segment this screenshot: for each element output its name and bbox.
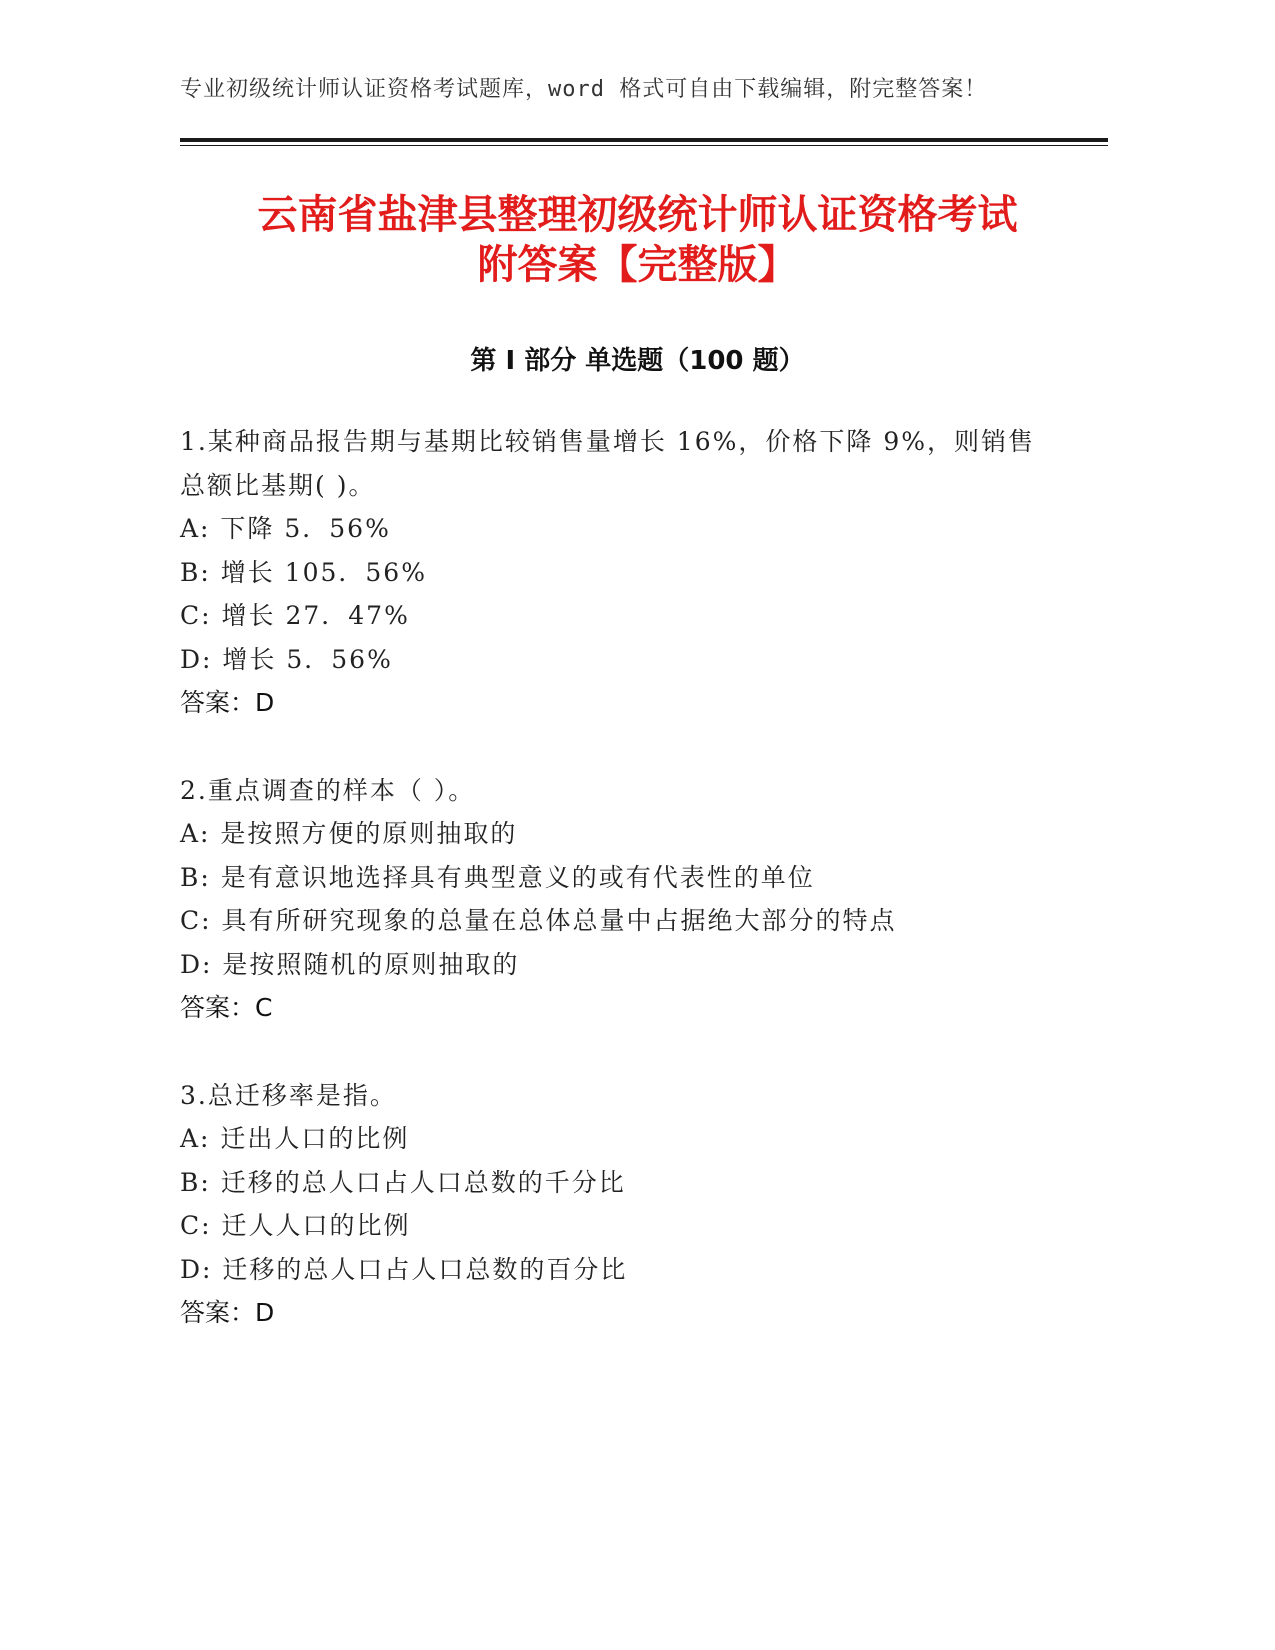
question-2 bbox=[180, 769, 1080, 1030]
question-stem: 2.重点调查的样本（ ）。 bbox=[180, 775, 476, 805]
option-b: B: 是有意识地选择具有典型意义的或有代表性的单位 bbox=[180, 862, 815, 892]
header-divider-thick bbox=[180, 138, 1108, 142]
answer: 答案：D bbox=[180, 1298, 275, 1327]
document-title-line-2: 附答案【完整版】 bbox=[477, 242, 798, 288]
question-list bbox=[180, 420, 1080, 1379]
option-c: C: 迁人人口的比例 bbox=[180, 1211, 411, 1240]
question-stem-continued: 总额比基期( )。 bbox=[180, 470, 376, 500]
option-a: A: 是按照方便的原则抽取的 bbox=[180, 819, 518, 848]
option-d: D: 增长 5．56% bbox=[180, 644, 393, 674]
document-title-line-1: 云南省盐津县整理初级统计师认证资格考试 bbox=[257, 192, 1018, 238]
option-d: D: 迁移的总人口占人口总数的百分比 bbox=[180, 1254, 628, 1284]
header-divider-thin bbox=[180, 145, 1108, 146]
section-heading: 第 I 部分 单选题（100 题） bbox=[470, 346, 805, 376]
option-c: C: 具有所研究现象的总量在总体总量中占据绝大部分的特点 bbox=[180, 906, 897, 935]
option-b: B: 迁移的总人口占人口总数的千分比 bbox=[180, 1167, 626, 1197]
option-d: D: 是按照随机的原则抽取的 bbox=[180, 949, 520, 979]
header-note: 专业初级统计师认证资格考试题库，word 格式可自由下载编辑，附完整答案！ bbox=[180, 77, 988, 102]
answer: 答案：D bbox=[180, 688, 275, 717]
answer: 答案：C bbox=[180, 993, 273, 1022]
question-stem: 3.总迁移率是指。 bbox=[180, 1080, 397, 1110]
option-a: A: 迁出人口的比例 bbox=[180, 1124, 410, 1153]
option-c: C: 增长 27．47% bbox=[180, 601, 410, 630]
question-stem: 1.某种商品报告期与基期比较销售量增长 16%，价格下降 9%，则销售 bbox=[180, 427, 1035, 456]
question-1 bbox=[180, 420, 1080, 725]
option-b: B: 增长 105．56% bbox=[180, 557, 427, 587]
document-title bbox=[130, 190, 1145, 290]
question-3 bbox=[180, 1074, 1080, 1335]
option-a: A: 下降 5．56% bbox=[180, 514, 391, 543]
